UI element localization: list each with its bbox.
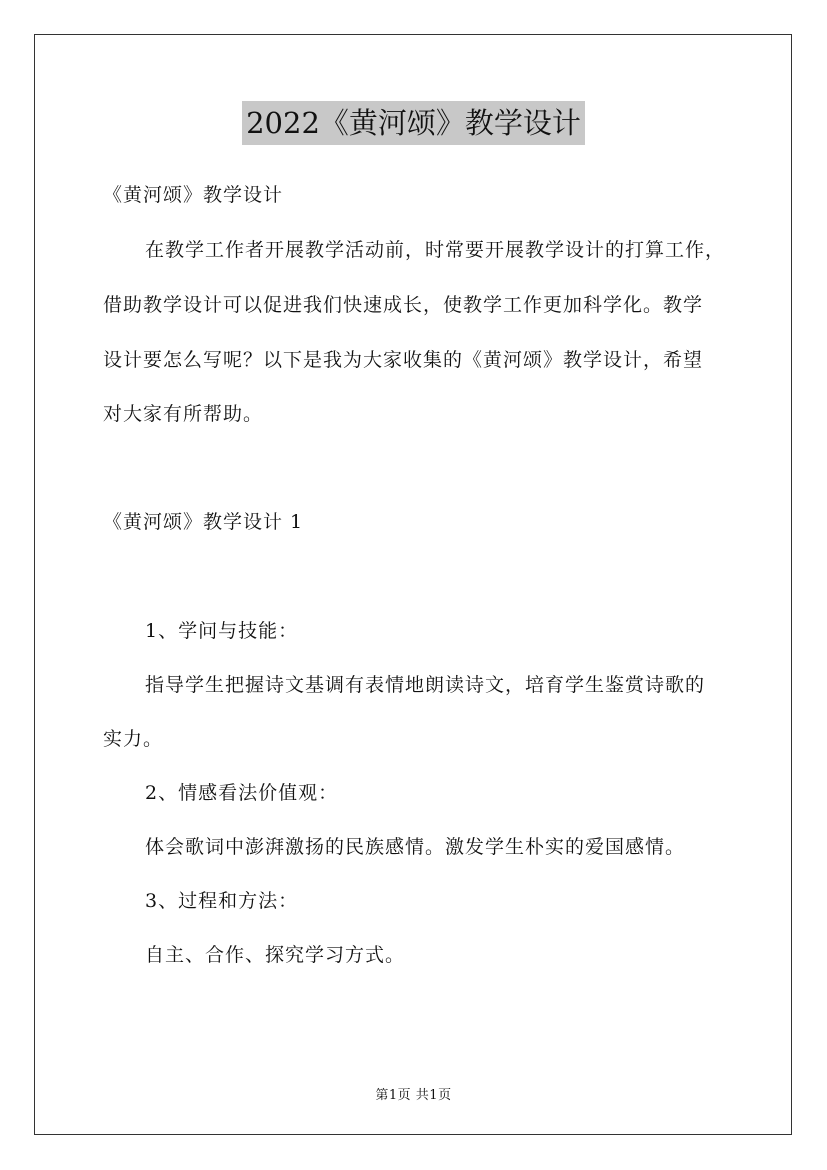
objective-3-heading: 3、过程和方法： [145, 890, 299, 912]
intro-line-4: 对大家有所帮助。 [103, 403, 264, 425]
document-title: 2022《黄河颂》教学设计 [242, 101, 585, 145]
objective-1-heading: 1、学问与技能： [145, 620, 299, 642]
page-footer: 第1页 共1页 [375, 1088, 452, 1103]
objective-3-text: 自主、合作、探究学习方式。 [145, 944, 406, 966]
objective-2-heading: 2、情感看法价值观： [145, 782, 339, 804]
document-title-wrap [0, 101, 827, 145]
objective-1-text-cont: 实力。 [103, 728, 164, 750]
intro-line-3: 设计要怎么写呢？以下是我为大家收集的《黄河颂》教学设计，希望 [103, 349, 704, 371]
document-subtitle: 《黄河颂》教学设计 [103, 184, 284, 206]
objective-2-text: 体会歌词中澎湃激扬的民族感情。激发学生朴实的爱国感情。 [145, 836, 686, 858]
objective-1-text: 指导学生把握诗文基调有表情地朗读诗文，培育学生鉴赏诗歌的 [145, 674, 706, 696]
intro-line-2: 借助教学设计可以促进我们快速成长，使教学工作更加科学化。教学 [103, 294, 704, 316]
section-heading: 《黄河颂》教学设计 1 [103, 511, 304, 533]
intro-line-1: 在教学工作者开展教学活动前，时常要开展教学设计的打算工作， [145, 239, 726, 261]
